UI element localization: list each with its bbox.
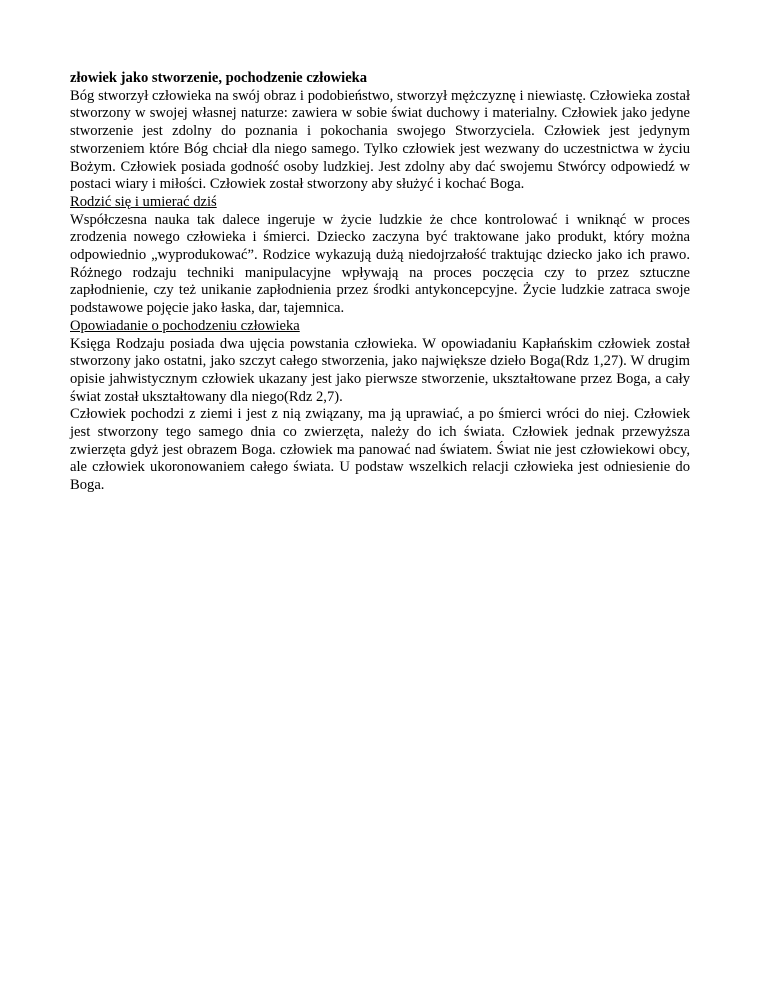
document-page [70, 70, 690, 495]
heading-birth-death: Rodzić się i umierać dziś [70, 193, 217, 210]
paragraph-earth-origin: Człowiek pochodzi z ziemi i jest z nią związany, ma ją uprawiać, a po śmierci wróci do niej. Człowiek jest stworzony tego samego dnia co zwierzęta, należy do ich świata. Człowiek jednak przewyższa zwierzęta gdyż jest obrazem Boga. człowiek ma panować nad światem. Świat nie jest człowiekowi obcy, ale człowiek ukoronowaniem całego świata. U podstaw wszelkich relacji człowieka jest odniesienie do Boga. [70, 406, 690, 494]
document-title: złowiek jako stworzenie, pochodzenie człowieka [70, 70, 368, 86]
paragraph-modern-science: Współczesna nauka tak dalece ingeruje w życie ludzkie że chce kontrolować i wniknąć w proces zrodzenia nowego człowieka i śmierci. Dziecko zaczyna być traktowane jako produkt, który można odpowiednio „wyprodukować”. Rodzice wykazują dużą niedojrzałość traktując dziecko jako ich prawo. Różnego rodzaju techniki manipulacyjne wpływają na proces poczęcia czy to przez sztuczne zapłodnienie, czy też unikanie zapłodnienia przez środki antykoncepcyjne. Życie ludzkie zatraca swoje podstawowe pojęcie jako łaska, dar, tajemnica. [70, 211, 690, 317]
paragraph-genesis: Księga Rodzaju posiada dwa ujęcia powstania człowieka. W opowiadaniu Kapłańskim człowiek został stworzony jako ostatni, jako szczyt całego stworzenia, jako największe dzieło Boga(Rdz 1,27). W drugim opisie jahwistycznym człowiek ukazany jest jako pierwsze stworzenie, ukształtowane przez Boga, a cały świat został ukształtowany dla niego(Rdz 2,7). [70, 335, 690, 405]
heading-origin-story: Opowiadanie o pochodzeniu człowieka [70, 317, 300, 334]
paragraph-creation: Bóg stworzył człowieka na swój obraz i podobieństwo, stworzył mężczyznę i niewiastę. Człowieka został stworzony w swojej własnej naturze: zawiera w sobie świat duchowy i materialny. Człowiek jako jedyne stworzenie jest zdolny do poznania i pokochania swojego Stworzyciela. Człowiek jest jedynym stworzeniem które Bóg chciał dla niego samego. Tylko człowiek jest wezwany do uczestnictwa w życiu Bożym. Człowiek posiada godność osoby ludzkiej. Jest zdolny aby dać swojemu Stwórcy odpowiedź w postaci wiary i miłości. Człowiek został stworzony aby służyć i kochać Boga. [70, 87, 690, 193]
